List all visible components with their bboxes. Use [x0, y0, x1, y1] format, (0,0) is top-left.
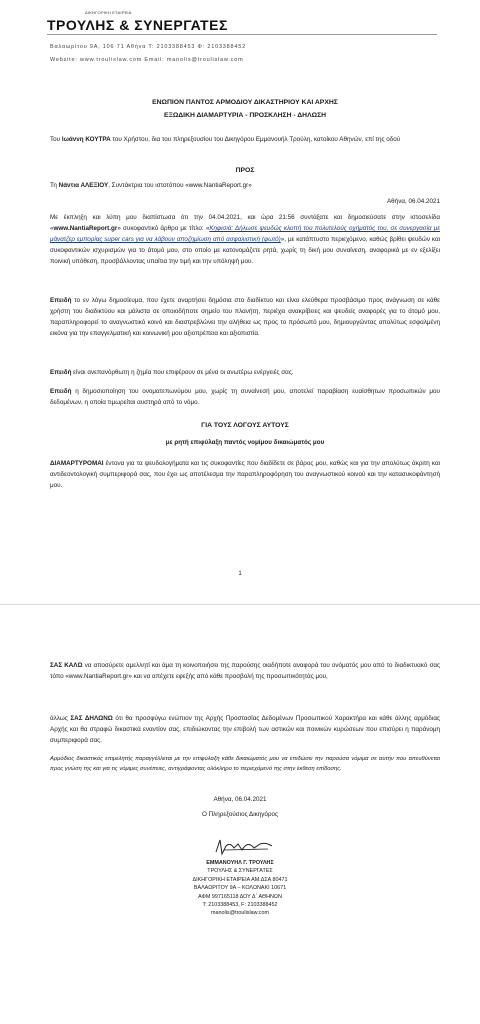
signatory-type: ΔΙΚΗΓΟΡΙΚΗ ΕΤΑΙΡΕΙΑ ΑΜ.ΔΣΑ 80471	[192, 876, 288, 883]
paragraph-protest: ΔΙΑΜΑΡΤΥΡΟΜΑΙ έντονα για τα ψευδολογήματα και τις συκοφαντίες που διαδίδετε σε βάρος μου, καθώς και για την απολύτως άκριτη και αντιδεοντολογική συμπεριφορά σας, που έχει ως αποτέλεσμα την παραπληροφόρηση του αναγνωστικού κοινού και την κατασυκοφάντησή μου.	[50, 460, 440, 489]
date-bottom: Αθήνα, 06.04.2021	[213, 796, 267, 803]
paragraph-declare: άλλως ΣΑΣ ΔΗΛΩΝΩ ότι θα προσφύγω ενώπιον της Αρχής Προστασίας Δεδομένων Προσωπικού Χαρακτήρα και κάθε άλλης αρμόδιας Αρχής και θα στραφώ δικαστικά εναντίον σας, επιδιώκοντας την επιβολή των αστικών και ποινικών κυρώσεων που επισύρει η παράνομη συμπεριφορά σας.	[50, 715, 440, 744]
letterhead-divider	[47, 34, 437, 35]
handwritten-signature	[210, 832, 280, 860]
letterhead-tagline: ΔΙΚΗΓΟΡΙΚΗ ΕΤΑΙΡΕΙΑ	[85, 10, 132, 15]
signatory-phones: Τ: 2103388453, F: 2103388452	[202, 902, 278, 909]
letterhead-web: Website: www.troulislaw.com Email: manolis@troulislaw.com	[50, 57, 244, 63]
heading-line-2: ΕΞΩΔΙΚΗ ΔΙΑΜΑΡΤΥΡΙΑ - ΠΡΟΣΚΛΗΣΗ - ΔΗΛΩΣΗ	[163, 112, 327, 119]
date-top: Αθήνα, 06.04.2021	[386, 198, 440, 205]
page-break	[0, 604, 480, 621]
signatory-address: ΒΑΛΑΩΡΙΤΟΥ 9Α – ΚΟΛΩΝΑΚΙ 10671	[193, 885, 287, 892]
article-title-link[interactable]: Κηφισιά: Δήλωσε ψευδώς κλοπή του πολυτελούς οχήματός του, σε συνεργασία με μάνατζερ εμπορίας super cars για να λάβουν αποζημίωση από ασφαλιστική (φωτό)	[50, 225, 440, 243]
signatory-email[interactable]: manolis@troulislaw.com	[211, 910, 269, 917]
attorney-label: Ο Πληρεξούσιος Δικηγόρος	[201, 811, 279, 818]
reservation-line: με ρητή επιφύλαξη παντός νομίμου δικαιώματός μου	[165, 439, 325, 446]
pros-heading: ΠΡΟΣ	[235, 167, 255, 174]
paragraph-whereas-3: Επειδή η δημοσιοποίηση του ονοματεπωνύμου μου, χωρίς τη συναίνεσή μου, αποτελεί παραβίαση ευαίσθητων προσωπικών μου δεδομένων, η οποία τιμωρείται αυστηρά από το νόμο.	[50, 388, 440, 406]
signatory-firm: ΤΡΟΥΛΗΣ & ΣΥΝΕΡΓΑΤΕΣ	[207, 868, 273, 875]
paragraph-whereas-1: Επειδή το εν λόγω δημοσίευμα, που έχετε αναρτήσει δημόσια στο διαδίκτυο και είναι ελεύθερα προσβάσιμο προς ανάγνωση σε κάθε χρήστη του διαδικτύου και μάλιστα σε οποιοδήποτε σημείο του πλανήτη, περιέχει ανακρίβειες και ψευδείς αναφορές για το άτομό μου, παραπληροφορεί το αναγνωστικό κοινό και διαστρεβλώνει την αλήθεια ως προς το πρόσωπό μου, δημιουργώντας απολύτως εσφαλμένη εικόνα για την επαγγελματική και κοινωνική μου αξιοπρέπεια και αξιοπιστία.	[50, 297, 440, 337]
recipient-paragraph: Τη Νάντια ΑΛΕΞΙΟΥ, Συντάκτρια του ιστοτόπου «www.NantiaReport.gr»	[50, 182, 252, 189]
letterhead-address: Βαλαωρίτου 9Α, 106 71 Αθήνα Τ: 2103388453 Φ: 2103388452	[50, 44, 246, 50]
paragraph-whereas-2: Επειδή είναι ανεπανόρθωτη η ζημία που επιφέρουν σε μένα οι ανωτέρω ενέργειές σας.	[50, 369, 294, 376]
party-paragraph: Του Ιωάννη ΚΟΥΤΡΑ του Χρήστου, δια του πληρεξουσίου του Δικηγόρου Εμμανουήλ Τρούλη, κατοίκου Αθηνών, επί της οδού	[50, 136, 401, 143]
heading-line-1: ΕΝΩΠΙΟΝ ΠΑΝΤΟΣ ΑΡΜΟΔΙΟΥ ΔΙΚΑΣΤΗΡΙΟΥ ΚΑΙ ΑΡΧΗΣ	[152, 99, 338, 106]
page-number: 1	[238, 571, 242, 577]
paragraph-intro: Με έκπληξη και λύπη μου διαπίστωσα ότι την 04.04.2021, και ώρα 21:56 συντάξατε και δημοσιεύσατε στην ιστοσελίδα «www.NantiaReport.gr» συκοφαντικό άρθρο με τίτλο: «Κηφισιά: Δήλωσε ψευδώς κλοπή του πολυτελούς οχήματός του, σε συνεργασία με μάνατζερ εμπορίας super cars για να λάβουν αποζημίωση από ασφαλιστική (φωτό)», με κατάπτυστο περιεχόμενο, καθώς βρίθει ψευδών και συκοφαντικών ισχυρισμών για το άτομό μου, στο οποίο με κατονομάζετε ρητά, χωρίς τη δική μου συναίνεση, αναφορικά με εν εξελίξει ποινική υπόθεση, προσβάλλοντας υπαίτια την τιμή και την υπόληψή μου.	[50, 214, 441, 265]
paragraph-bailiff: Αρμόδιος δικαστικός επιμελητής παραγγέλλεται με την επιφύλαξη κάθε δικαιώματός μου να επιδώσει την παρούσα νόμιμα σε αυτήν που απευθύνεται προς γνώση της και για τις νόμιμες συνέπειες, αντιγράφοντας ολόκληρο το περιεχόμενό της στην έκθεση επίδοσης.	[50, 756, 440, 772]
reasons-heading: ΓΙΑ ΤΟΥΣ ΛΟΓΟΥΣ ΑΥΤΟΥΣ	[201, 422, 289, 429]
paragraph-call: ΣΑΣ ΚΑΛΩ να αποσύρετε αμελλητί και άμα τη κοινοποιήσει της παρούσης οιαδήποτε αναφορά του ονόματός μου από το διαδικτυακό σας τόπο «www.NantiaReport.gr» και να απέχετε εφεξής από κάθε προσβολή της προσωπικότητάς μου,	[50, 662, 441, 680]
signature-block	[0, 859, 480, 918]
letterhead-firm-name: ΤΡΟΥΛΗΣ & ΣΥΝΕΡΓΑΤΕΣ	[47, 17, 228, 33]
signatory-name: ΕΜΜΑΝΟΥΗΛ Γ. ΤΡΟΥΛΗΣ	[206, 860, 274, 866]
signatory-tax: ΑΦΜ 997165118 ΔΟΥ Δ΄ ΑΘΗΝΩΝ	[198, 893, 282, 900]
